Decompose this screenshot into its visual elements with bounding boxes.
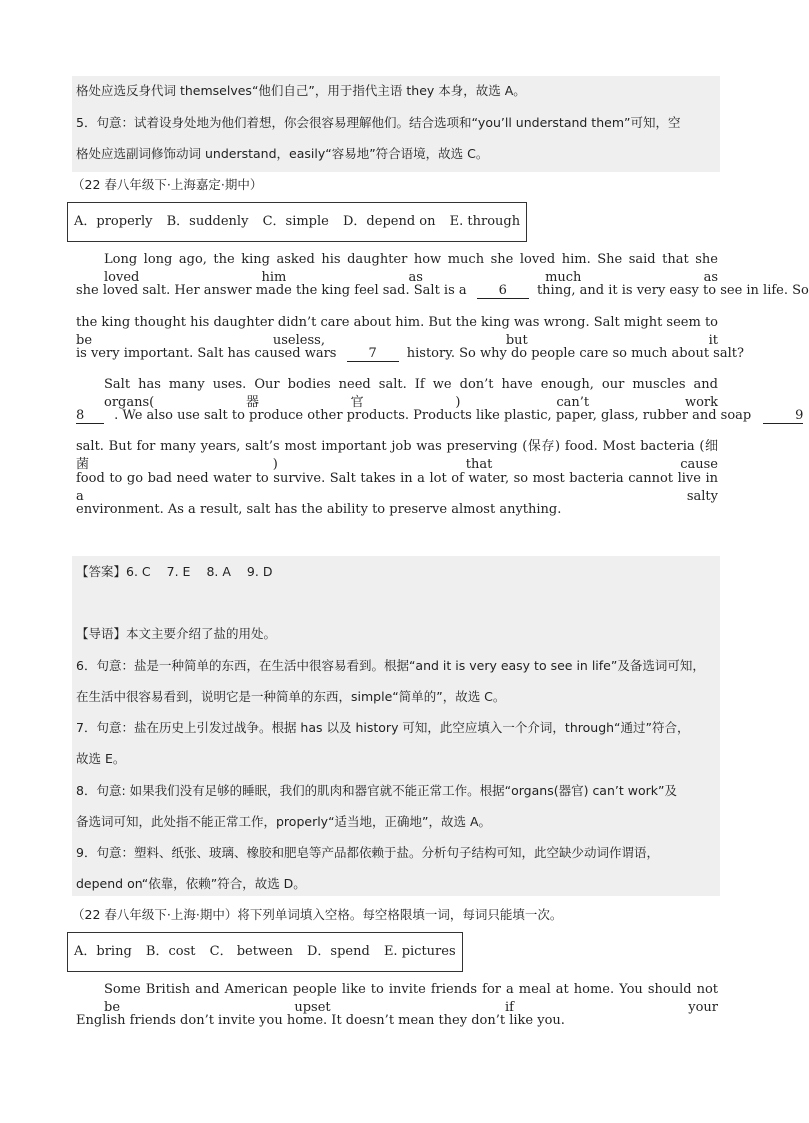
- word-option: E. pictures: [383, 944, 456, 959]
- passage-line: [76, 407, 803, 425]
- explanation-line: 7．句意：盐在历史上引发过战争。根据 has 以及 history 可知，此空应填入一个介词，through“通过”符合，: [76, 720, 690, 735]
- answer-item: 9. D: [246, 564, 273, 579]
- word-option: A．properly: [74, 214, 153, 229]
- question-source: （22 春八年级下·上海嘉定·期中）: [72, 177, 263, 192]
- explanation-line: 格处应选副词修饰动词 understand，easily“容易地”符合语境，故选 C。: [76, 146, 489, 161]
- word-option: B．cost: [145, 944, 196, 959]
- passage-line: the king thought his daughter didn’t care about him. But the king was wrong. Salt might seem to be useless, but it: [76, 315, 719, 348]
- explanation-line: 在生活中很容易看到，说明它是一种简单的东西，simple“简单的”，故选 C。: [76, 689, 506, 704]
- question-source: （22 春八年级下·上海·期中）将下列单词填入空格。每空格限填一词，每词只能填一次。: [72, 907, 563, 922]
- answer-line: [76, 563, 288, 581]
- explanation-line: 5．句意：试着设身处地为他们着想，你会很容易理解他们。结合选项和“you’ll understand them”可知，空: [76, 115, 681, 130]
- passage-text: thing, and it is very easy to see in life. So: [536, 283, 809, 298]
- explanation-line: 6．句意：盐是一种简单的东西，在生活中很容易看到。根据“and it is very easy to see in life”及备选词可知，: [76, 658, 705, 673]
- word-option: D．spend: [306, 944, 370, 959]
- word-bank-box: [67, 202, 527, 242]
- blank-6: 6: [477, 283, 529, 299]
- word-option: B．suddenly: [166, 214, 249, 229]
- passage-text: Salt has many uses. Our bodies need salt. If we don’t have enough, our muscles and organs(器官) can’t work: [104, 377, 718, 410]
- explanation-line: depend on“依靠，依赖”符合，故选 D。: [76, 876, 306, 891]
- passage-text: Some British and American people like to invite friends for a meal at home. You should not be upset if your: [104, 982, 718, 1015]
- passage-text: history. So why do people care so much about salt?: [406, 346, 744, 361]
- answer-item: 6. C: [126, 564, 151, 579]
- word-option: C．simple: [262, 214, 329, 229]
- guide-label: 【导语】: [76, 626, 127, 641]
- word-option: D．depend on: [343, 214, 436, 229]
- guide-line: [76, 625, 276, 643]
- word-option: E. through: [449, 214, 521, 229]
- passage-line: food to go bad need water to survive. Salt takes in a lot of water, so most bacteria cannot live in a salty: [76, 471, 718, 504]
- passage-line: environment. As a result, salt has the ability to preserve almost anything.: [76, 502, 562, 517]
- passage-text: . We also use salt to produce other products. Products like plastic, paper, glass, rubber and soap: [114, 408, 752, 423]
- explanation-line: 格处应选反身代词 themselves“他们自己”，用于指代主语 they 本身，故选 A。: [76, 83, 526, 98]
- word-bank-box: [67, 932, 463, 972]
- explanation-line: 备选词可知，此处指不能正常工作，properly“适当地，正确地”，故选 A。: [76, 814, 492, 829]
- guide-text: 本文主要介绍了盐的用处。: [126, 626, 277, 641]
- explanation-line: 8．句意: 如果我们没有足够的睡眠，我们的肌肉和器官就不能正常工作。根据“organs(器官) can’t work”及: [76, 783, 677, 798]
- blank-9: 9: [763, 408, 803, 424]
- passage-line: English friends don’t invite you home. It doesn’t mean they don’t like you.: [76, 1013, 565, 1028]
- word-option: A．bring: [74, 944, 132, 959]
- passage-text: Long long ago, the king asked his daughter how much she loved him. She said that she loved him as much as: [104, 252, 718, 285]
- passage-line: [76, 345, 744, 363]
- answer-label: 【答案】: [76, 564, 127, 579]
- explanation-line: 9．句意：塑料、纸张、玻璃、橡胶和肥皂等产品都依赖于盐。分析句子结构可知，此空缺少动词作谓语，: [76, 845, 659, 860]
- passage-line: [76, 282, 809, 300]
- word-option: C． between: [209, 944, 293, 959]
- blank-8: 8: [76, 408, 104, 424]
- passage-line: salt. But for many years, salt’s most important job was preserving (保存) food. Most bacteria (细菌) that cause: [76, 439, 718, 472]
- passage-text: is very important. Salt has caused wars: [76, 346, 337, 361]
- answer-item: 7. E: [166, 564, 191, 579]
- explanation-line: 故选 E。: [76, 751, 126, 766]
- blank-7: 7: [347, 346, 399, 362]
- passage-text: she loved salt. Her answer made the king feel sad. Salt is a: [76, 283, 467, 298]
- answer-item: 8. A: [206, 564, 231, 579]
